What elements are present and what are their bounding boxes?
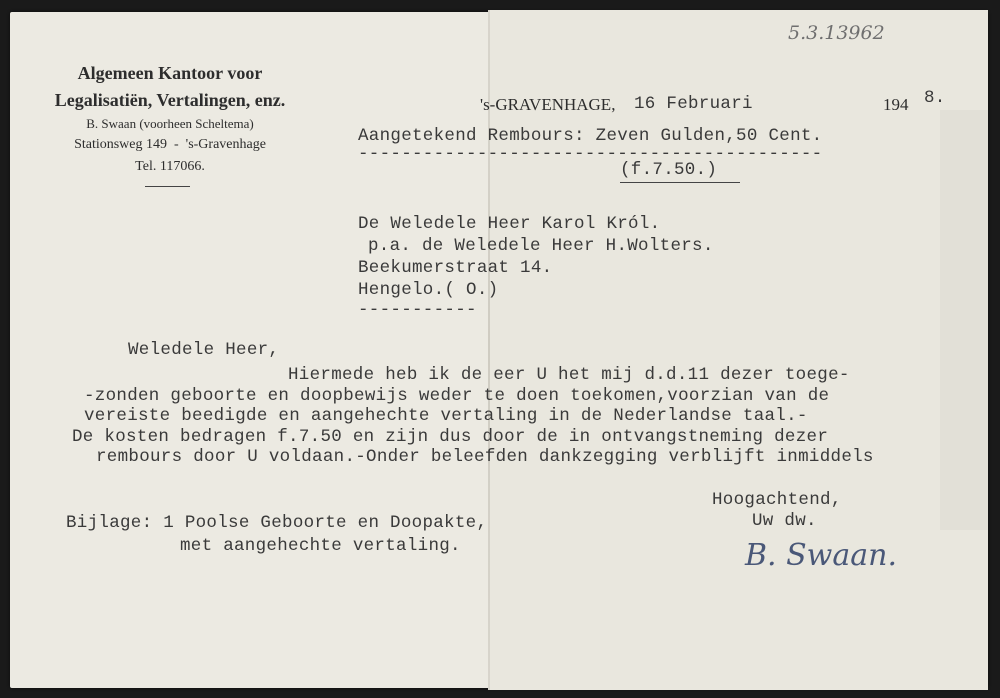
archive-number: 5.3.13962 xyxy=(788,22,885,44)
amount-underline xyxy=(620,182,740,183)
body-line-1: Hiermede heb ik de eer U het mij d.d.11 dezer toege- xyxy=(288,365,850,385)
address-underline: ----------- xyxy=(358,300,477,320)
handwritten-signature: B. Swaan. xyxy=(745,538,897,573)
closing-line-1: Hoogachtend, xyxy=(712,490,842,510)
dateline-date: 16 Februari xyxy=(634,94,753,114)
body-line-5: rembours door U voldaan.-Onder beleefden dankzegging verblijft inmiddels xyxy=(96,447,874,467)
address-line-2: p.a. de Weledele Heer H.Wolters. xyxy=(368,236,714,256)
dateline-place: 's-GRAVENHAGE, xyxy=(480,95,616,114)
subject-line: Aangetekend Rembours: Zeven Gulden,50 Cent. xyxy=(358,126,823,146)
letterhead-line-5: Tel. 117066. xyxy=(135,159,205,174)
address-line-3: Beekumerstraat 14. xyxy=(358,258,553,278)
closing-line-2: Uw dw. xyxy=(752,511,817,531)
salutation: Weledele Heer, xyxy=(128,340,280,360)
letterhead-line-2: Legalisatiën, Vertalingen, enz. xyxy=(54,90,286,110)
enclosure-line-1: Bijlage: 1 Poolse Geboorte en Doopakte, xyxy=(66,513,488,533)
letterhead-line-4: Stationsweg 149 - 's-Gravenhage xyxy=(74,137,266,152)
address-line-1: De Weledele Heer Karol Król. xyxy=(358,214,661,234)
body-line-4: De kosten bedragen f.7.50 en zijn dus door de in ontvangstneming dezer xyxy=(72,427,829,447)
letterhead-divider xyxy=(145,186,190,187)
dateline-year-digit: 8. xyxy=(924,88,946,108)
letterhead-line-3: B. Swaan (voorheen Scheltema) xyxy=(86,116,254,131)
letterhead-line-1: Algemeen Kantoor voor xyxy=(77,63,263,83)
body-line-2: -zonden geboorte en doopbewijs weder te doen toekomen,voorzian van de xyxy=(84,386,830,406)
dateline-year: 194 xyxy=(883,95,909,114)
enclosure-line-2: met aangehechte vertaling. xyxy=(180,536,461,556)
subject-amount: (f.7.50.) xyxy=(620,160,718,180)
body-line-3: vereiste beedigde en aangehechte vertaling in de Nederlandse taal.- xyxy=(84,406,808,426)
subject-underline: ------------------------------------------- xyxy=(358,144,823,164)
tape-strip xyxy=(940,110,988,530)
address-line-4: Hengelo.( O.) xyxy=(358,280,499,300)
